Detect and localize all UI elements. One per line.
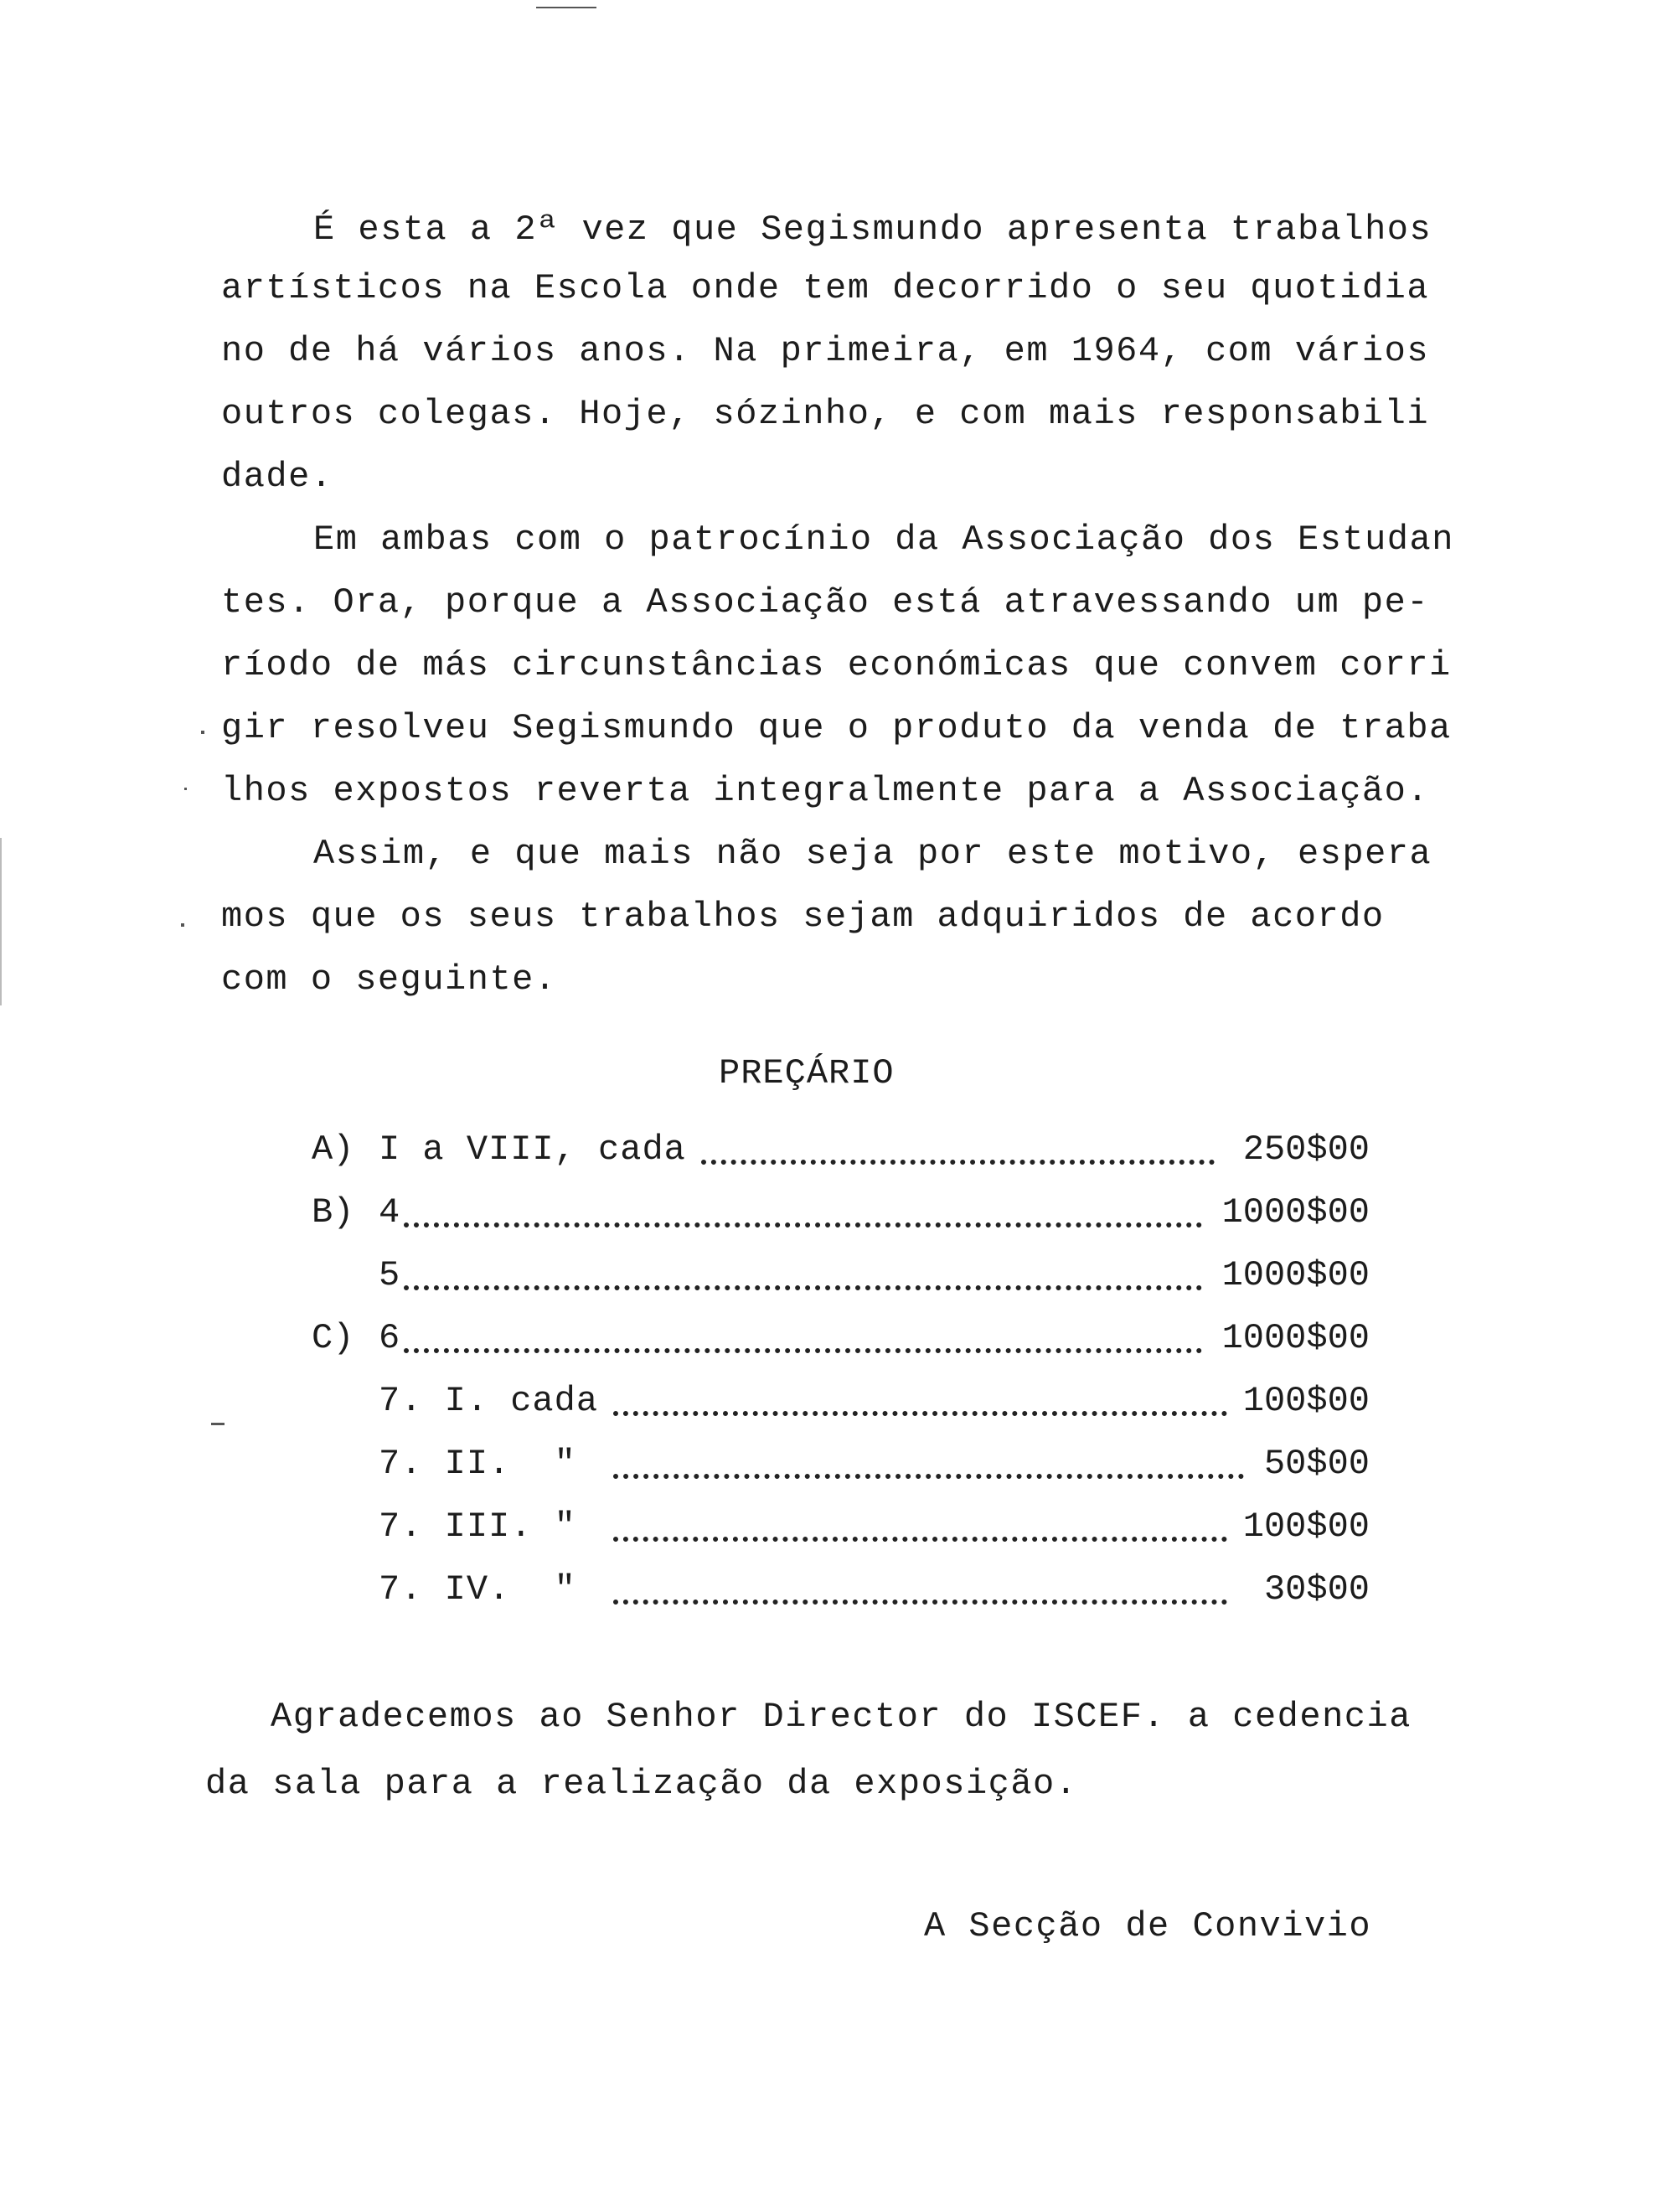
price-row-desc: 7. III. " (379, 1507, 576, 1547)
thanks-line-2: da sala para a realização da exposição. (205, 1764, 1078, 1804)
intro-line-4: outros colegas. Hoje, sózinho, e com mais responsabili (221, 394, 1430, 434)
scan-mark (536, 7, 596, 8)
price-row-desc: I a VIII, cada (379, 1129, 686, 1170)
price-row-leader (613, 1501, 1227, 1542)
price-row-desc: 6 (379, 1318, 401, 1358)
price-row-letter: B) (312, 1192, 354, 1233)
hope-line-2: mos que os seus trabalhos sejam adquiridos de acordo (221, 897, 1385, 937)
price-row-letter: C) (312, 1318, 354, 1358)
intro-line-5: dade. (221, 457, 333, 497)
price-row-price: 1000$00 (1221, 1318, 1370, 1358)
price-row-price: 1000$00 (1221, 1255, 1370, 1295)
signature: A Secção de Convivio (924, 1906, 1372, 1946)
thanks-line-1: Agradecemos ao Senhor Director do ISCEF. a cedencia (271, 1697, 1412, 1737)
patronage-line-2: tes. Ora, porque a Associação está atravessando um pe- (221, 582, 1430, 623)
scan-mark (201, 731, 204, 734)
price-row-leader (404, 1250, 1202, 1290)
scan-mark (211, 1423, 225, 1425)
patronage-line-4: gir resolveu Segismundo que o produto da venda de traba (221, 708, 1452, 748)
price-row (312, 1381, 1370, 1424)
intro-line-1: É esta a 2ª vez que Segismundo apresenta trabalhos (313, 209, 1432, 250)
price-row-price: 1000$00 (1221, 1192, 1370, 1233)
price-row-leader (701, 1124, 1215, 1165)
price-row-desc: 4 (379, 1192, 401, 1233)
scan-mark (184, 788, 187, 790)
price-row-price: 50$00 (1263, 1444, 1370, 1484)
price-row-price: 30$00 (1263, 1569, 1370, 1610)
price-row-leader (613, 1564, 1227, 1605)
price-row-price: 250$00 (1242, 1129, 1370, 1170)
price-row-desc: 7. II. " (379, 1444, 576, 1484)
price-row-leader (404, 1313, 1202, 1353)
hope-line-1: Assim, e que mais não seja por este motivo, espera (313, 834, 1432, 874)
patronage-line-1: Em ambas com o patrocínio da Associação dos Estudan (313, 519, 1454, 560)
price-row (312, 1318, 1370, 1362)
price-row (312, 1569, 1370, 1613)
scan-mark (181, 923, 184, 927)
price-row-price: 100$00 (1242, 1381, 1370, 1421)
patronage-line-3: ríodo de más circunstâncias económicas que convem corri (221, 645, 1452, 685)
hope-line-3: com o seguinte. (221, 959, 557, 1000)
price-row-leader (404, 1187, 1202, 1227)
price-row (312, 1444, 1370, 1487)
price-row-price: 100$00 (1242, 1507, 1370, 1547)
price-row-letter: A) (312, 1129, 354, 1170)
scan-mark (0, 838, 2, 1005)
price-row-desc: 7. IV. " (379, 1569, 576, 1610)
price-list-title: PREÇÁRIO (719, 1053, 895, 1093)
patronage-line-5: lhos expostos reverta integralmente para a Associação. (221, 771, 1430, 811)
intro-line-3: no de há vários anos. Na primeira, em 1964, com vários (221, 331, 1430, 371)
price-row-leader (613, 1439, 1244, 1479)
price-row (312, 1255, 1370, 1299)
intro-line-2: artísticos na Escola onde tem decorrido o seu quotidia (221, 268, 1430, 308)
price-row-desc: 7. I. cada (379, 1381, 599, 1421)
price-row (312, 1507, 1370, 1550)
price-row-leader (613, 1376, 1227, 1416)
price-row (312, 1192, 1370, 1236)
price-row-desc: 5 (379, 1255, 401, 1295)
price-row (312, 1129, 1370, 1173)
